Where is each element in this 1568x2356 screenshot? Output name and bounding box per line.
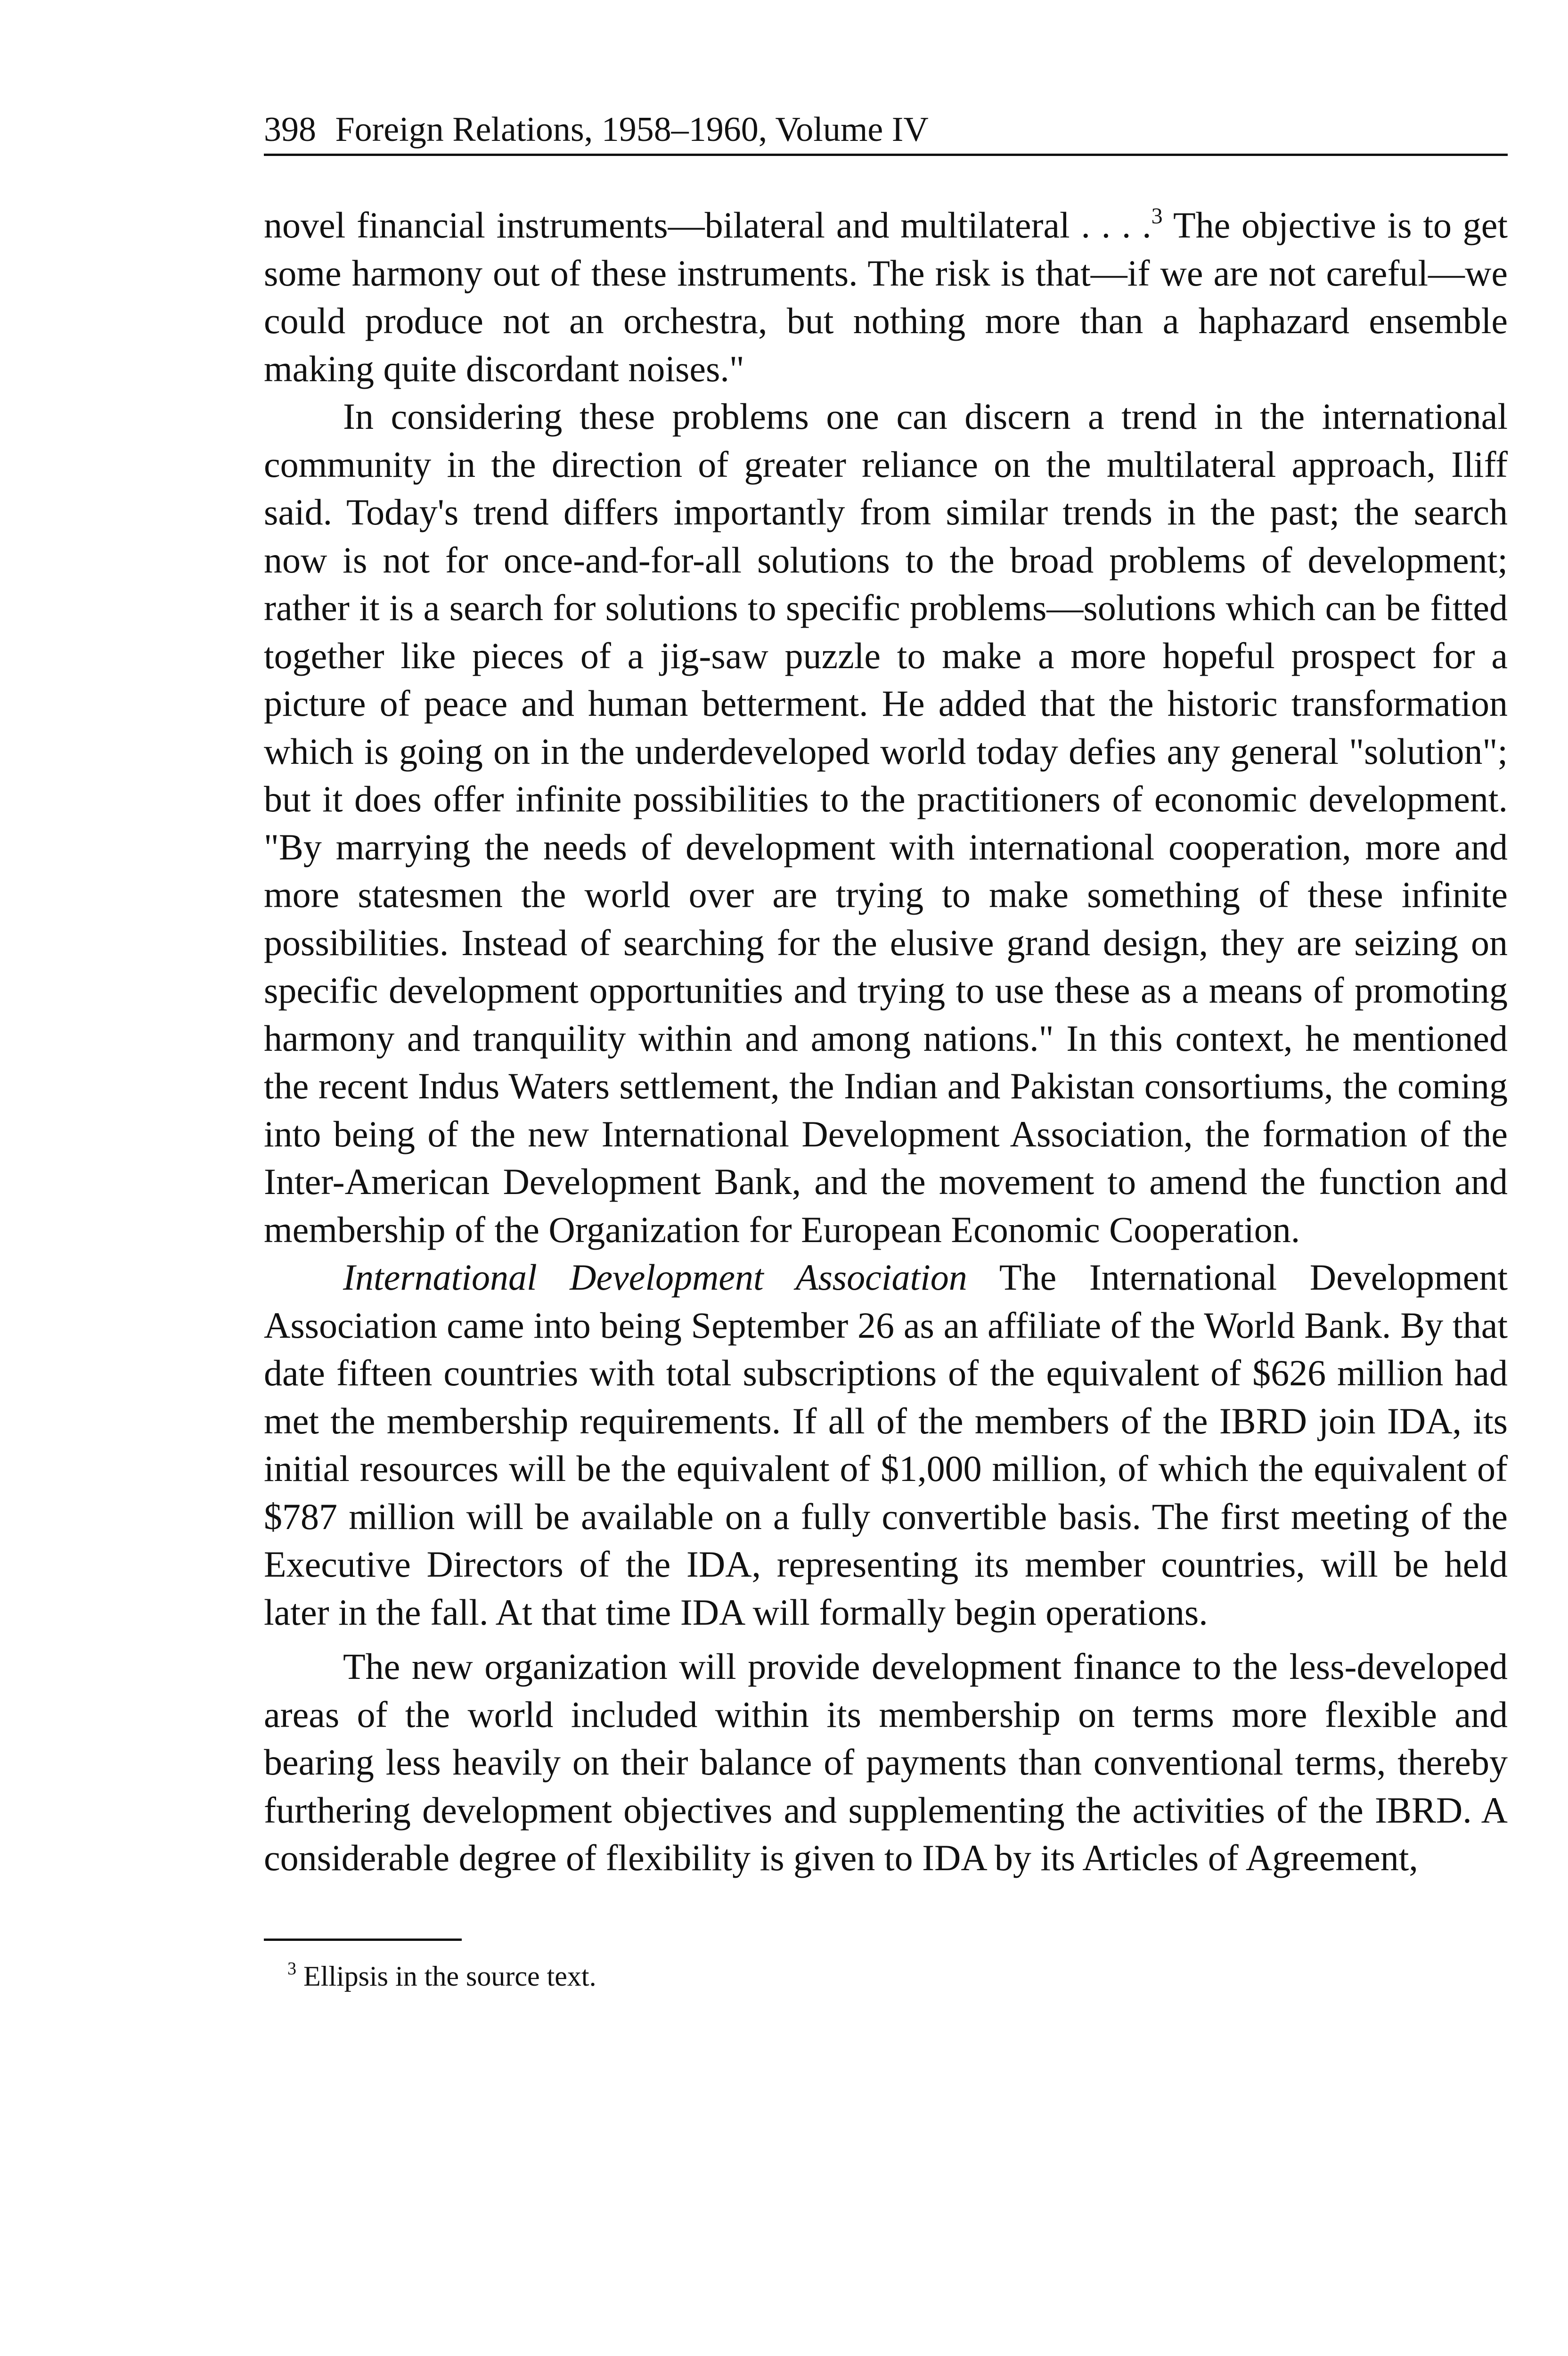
paragraph-continuation (264, 201, 1508, 393)
footnote-text: Ellipsis in the source text. (296, 1960, 596, 1992)
paragraph-text: novel financial instruments—bilateral and multilateral . . . . (264, 205, 1152, 245)
paragraph-trend: In considering these problems one can discern a trend in the international community in the direction of greater reliance on the multilateral approach, Iliff said. Today's trend differs importantly from similar trends in the past; the search now is not for once-and-for-all solutions to the broad problems of development; rather it is a search for solutions to specific problems—solutions which can be fitted together like pieces of a jig-saw puzzle to make a more hopeful prospect for a picture of peace and human betterment. He added that the historic transformation which is going on in the underdeveloped world today defies any general "solution"; but it does offer infinite possibilities to the practitioners of economic development. "By marrying the needs of development with international cooperation, more and more statesmen the world over are trying to make something of these infinite possibilities. Instead of searching for the elusive grand design, they are seizing on specific development opportunities and trying to use these as a means of promoting harmony and tranquility within and among nations." In this context, he mentioned the recent Indus Waters settlement, the Indian and Pakistan consortiums, the coming into being of the new International Development Association, the formation of the Inter-American Development Bank, and the movement to amend the function and membership of the Organization for European Economic Cooperation. (264, 396, 1508, 1250)
footnote-reference: 3 (1151, 204, 1163, 229)
section-heading: International Development Association (343, 1257, 967, 1298)
footnote-rule (264, 1939, 462, 1941)
paragraph-new-organization: The new organization will provide development finance to the less-developed areas of the world included within its membership on terms more flexible and bearing less heavily on their balance of payments than conventional terms, thereby furthering development objectives and supplementing the activities of the IBRD. A considerable degree of flexibility is given to IDA by its Articles of Agreement, (264, 1646, 1508, 1878)
footnote (287, 1958, 1508, 1995)
paragraph-text: The objective is to get some harmony out of these instruments. The risk is that—if we are not careful—we could produce not an orchestra, but nothing more than a haphazard ensemble making quite discordant noises." (264, 205, 1508, 389)
footnote-marker: 3 (287, 1958, 296, 1979)
page-number: 398 (264, 110, 316, 149)
paragraph-ida (264, 1253, 1508, 1636)
running-head (264, 108, 1508, 156)
document-page (264, 108, 1508, 1995)
paragraph-text: The International Development Association came into being September 26 as an affiliate of the World Bank. By that date fifteen countries with total subscriptions of the equivalent of $626 million had met the membership requirements. If all of the members of the IBRD join IDA, its initial resources will be the equivalent of $1,000 million, of which the equivalent of $787 million will be available on a fully convertible basis. The first meeting of the Executive Directors of the IDA, representing its member countries, will be held later in the fall. At that time IDA will formally begin operations. (264, 1257, 1508, 1633)
volume-title: Foreign Relations, 1958–1960, Volume IV (335, 110, 929, 149)
body-text (264, 201, 1508, 1882)
